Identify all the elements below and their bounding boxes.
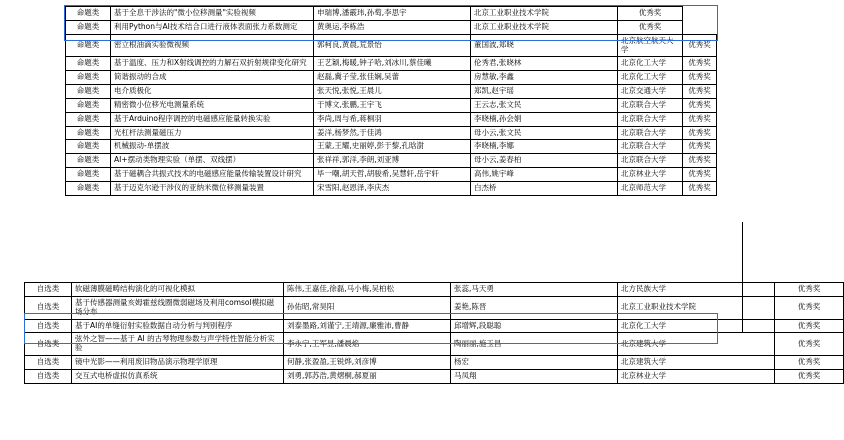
cell-category: 自选类 [25,356,72,370]
table-row [66,85,717,99]
cell-title: 镜中光影——利用废旧物品演示物理学原理 [72,356,284,370]
table-row [66,57,717,71]
cell-people: 宋雪阳,赵恩泽,李庆杰 [314,181,471,195]
cell-advisor: 李晓楠,李娜 [471,140,618,154]
cell-people: 郭柯良,黄晨,荒景怡 [314,34,471,57]
cell-advisor: 李晓楠,孙会娟 [471,112,618,126]
cell-award: 优秀奖 [683,126,717,140]
cell-title: 基于迈克尔逊干涉仪的亚纳米微位移测量装置 [111,181,314,195]
cell-award: 优秀奖 [683,168,717,182]
cell-title: 基于传感器测量亥姆霍兹线圈微弱磁场及利用comsol模拟磁场分布 [72,296,284,319]
table-row [25,296,844,319]
cell-award: 优秀奖 [775,296,844,319]
cell-advisor: 陶丽丽,施玉昌 [451,333,618,356]
cell-people: 于博文,张鹏,王宇飞 [314,98,471,112]
cell-award: 优秀奖 [683,98,717,112]
table-row [66,168,717,182]
cell-title: 机械振动-单摆波 [111,140,314,154]
cell-advisor: 马凤翔 [451,369,618,383]
cell-award: 优秀奖 [618,7,683,21]
cell-people: 李尚,周与希,蒋桐羽 [314,112,471,126]
cell-people: 王蒙,王耀,史丽婷,彭于黎,孔晗澍 [314,140,471,154]
cell-org: 北京建筑大学 [618,333,775,356]
page-edge-rule [742,222,743,332]
cell-people: 孙佑昭,常昊阳 [284,296,451,319]
cell-title: 简谐振动的合成 [111,71,314,85]
cell-org: 北京化工大学 [618,319,775,333]
cell-org: 北京林业大学 [618,168,683,182]
table-row [25,283,844,297]
cell-org: 北京建筑大学 [618,356,775,370]
cell-org: 北京联合大学 [618,98,683,112]
cell-title: AI+摆动类物理实验（单摆、双线摆） [111,154,314,168]
cell-advisor: 伦秀君,张晓林 [471,57,618,71]
cell-advisor: 姜艳,陈晋 [451,296,618,319]
cell-people: 刘泰墨路,刘谨宁,王靖源,廉雅沛,曹静 [284,319,451,333]
cell-advisor: 郑凯,赵宇瑶 [471,85,618,99]
cell-people: 李永宁,王军昱,潘晨焰 [284,333,451,356]
cell-title: 利用Python与AI技术结合口进行液体表面张力系数测定 [111,20,314,34]
cell-title: 精密微小位移光电测量系统 [111,98,314,112]
cell-advisor: 白杰桥 [471,181,618,195]
cell-people: 黄奥运,李栋浩 [314,20,471,34]
results-table-one-container [65,6,717,196]
cell-title: 交互式电桥虚拟仿真系统 [72,369,284,383]
cell-people: 王艺颖,梅暖,钟子哈,刘冰川,蔡佳曦 [314,57,471,71]
cell-people: 张祥祥,郭洋,李朗,刘亚博 [314,154,471,168]
cell-category: 命题类 [66,71,111,85]
cell-award: 优秀奖 [775,283,844,297]
table-row [25,333,844,356]
cell-org: 北京工业职业技术学院 [618,296,775,319]
cell-advisor: 母小云,张文民 [471,126,618,140]
table-row [66,98,717,112]
cell-org: 北方民族大学 [618,283,775,297]
cell-org: 北京工业职业技术学院 [471,20,618,34]
cell-people: 姜洋,杨梦然,于佳鸿 [314,126,471,140]
cell-advisor: 房慧敏,李鑫 [471,71,618,85]
cell-org: 北京化工大学 [618,57,683,71]
cell-category: 自选类 [25,369,72,383]
cell-org: 北京联合大学 [618,140,683,154]
cell-org: 北京师范大学 [618,181,683,195]
results-table-one [65,6,717,196]
cell-category: 命题类 [66,85,111,99]
cell-category: 命题类 [66,168,111,182]
table-row [66,71,717,85]
cell-award: 优秀奖 [683,154,717,168]
cell-award: 优秀奖 [683,112,717,126]
cell-category: 命题类 [66,112,111,126]
table-row [66,154,717,168]
cell-title: 电介质极化 [111,85,314,99]
table-row [66,140,717,154]
cell-org: 北京航空航天大学 [618,34,683,57]
cell-advisor: 董国波,郑晓 [471,34,618,57]
cell-people: 赵磊,冀子莹,张佳娴,吴蕾 [314,71,471,85]
cell-org: 北京联合大学 [618,112,683,126]
cell-title: 软磁薄膜磁畴结构演化的可视化模拟 [72,283,284,297]
cell-org: 北京工业职业技术学院 [471,7,618,21]
results-table-two [24,282,844,384]
cell-award: 优秀奖 [775,369,844,383]
table-two-body [25,283,844,384]
cell-award: 优秀奖 [775,356,844,370]
cell-title: 基于全息干涉法的"微小位移测量"实验视频 [111,7,314,21]
cell-title: 弦外之智——基于 AI 的古琴物理参数与声学特性智能分析实验 [72,333,284,356]
table-row [66,112,717,126]
cell-category: 命题类 [66,20,111,34]
cell-category: 自选类 [25,333,72,356]
cell-category: 命题类 [66,154,111,168]
cell-advisor: 张蕊,马天勇 [451,283,618,297]
cell-title: 基于磁耦合共振式技术的电磁感应能量传输装置设计研究 [111,168,314,182]
cell-org: 北京交通大学 [618,85,683,99]
cell-org: 北京化工大学 [618,71,683,85]
table-row [66,34,717,57]
cell-people: 张天悦,张悦,王晨儿 [314,85,471,99]
cell-advisor: 邱增辉,段聪聪 [451,319,618,333]
table-row [25,369,844,383]
cell-category: 自选类 [25,319,72,333]
results-table-two-container [24,282,844,384]
cell-advisor: 杨宏 [451,356,618,370]
cell-org: 北京林业大学 [618,369,775,383]
cell-advisor: 高伟,姚宇峰 [471,168,618,182]
table-row [66,126,717,140]
cell-category: 命题类 [66,98,111,112]
cell-people: 刘勇,郭苏浩,黄熠桐,郝夏丽 [284,369,451,383]
cell-advisor: 王云志,张文民 [471,98,618,112]
cell-award: 优秀奖 [683,34,717,57]
table-row [66,7,717,21]
cell-people: 陈伟,王嘉佳,徐磊,马小梅,吴柏松 [284,283,451,297]
cell-title: 密立根油滴实验微视频 [111,34,314,57]
cell-category: 自选类 [25,296,72,319]
cell-title: 基于AI的单缝衍射实验数据自动分析与判别程序 [72,319,284,333]
cell-category: 命题类 [66,7,111,21]
cell-people: 何静,张盈盈,王锐烨,刘彦博 [284,356,451,370]
cell-award: 优秀奖 [683,85,717,99]
cell-award: 优秀奖 [683,140,717,154]
cell-advisor: 母小云,姜春柏 [471,154,618,168]
cell-award: 优秀奖 [683,181,717,195]
table-one-body [66,7,717,196]
table-row [25,319,844,333]
cell-org: 北京联合大学 [618,154,683,168]
cell-category: 命题类 [66,140,111,154]
cell-title: 光杠杆法测量磁压力 [111,126,314,140]
cell-category: 命题类 [66,126,111,140]
table-row [66,20,717,34]
cell-people: 申瑞博,潘霰玮,孙萄,李思宇 [314,7,471,21]
cell-people: 毕一嘲,胡天哲,胡骏希,吴慧轩,岳宇轩 [314,168,471,182]
cell-category: 命题类 [66,57,111,71]
table-row [66,181,717,195]
cell-title: 基于温度、压力和X射线调控的力解石双折射规律变化研究 [111,57,314,71]
cell-award: 优秀奖 [683,71,717,85]
cell-award: 优秀奖 [618,20,683,34]
cell-category: 命题类 [66,181,111,195]
cell-award: 优秀奖 [775,319,844,333]
cell-category: 命题类 [66,34,111,57]
cell-category: 自选类 [25,283,72,297]
cell-award: 优秀奖 [775,333,844,356]
cell-award: 优秀奖 [683,57,717,71]
cell-org: 北京联合大学 [618,126,683,140]
cell-title: 基于Arduino程序调控的电磁感应能量转换实验 [111,112,314,126]
table-row [25,356,844,370]
